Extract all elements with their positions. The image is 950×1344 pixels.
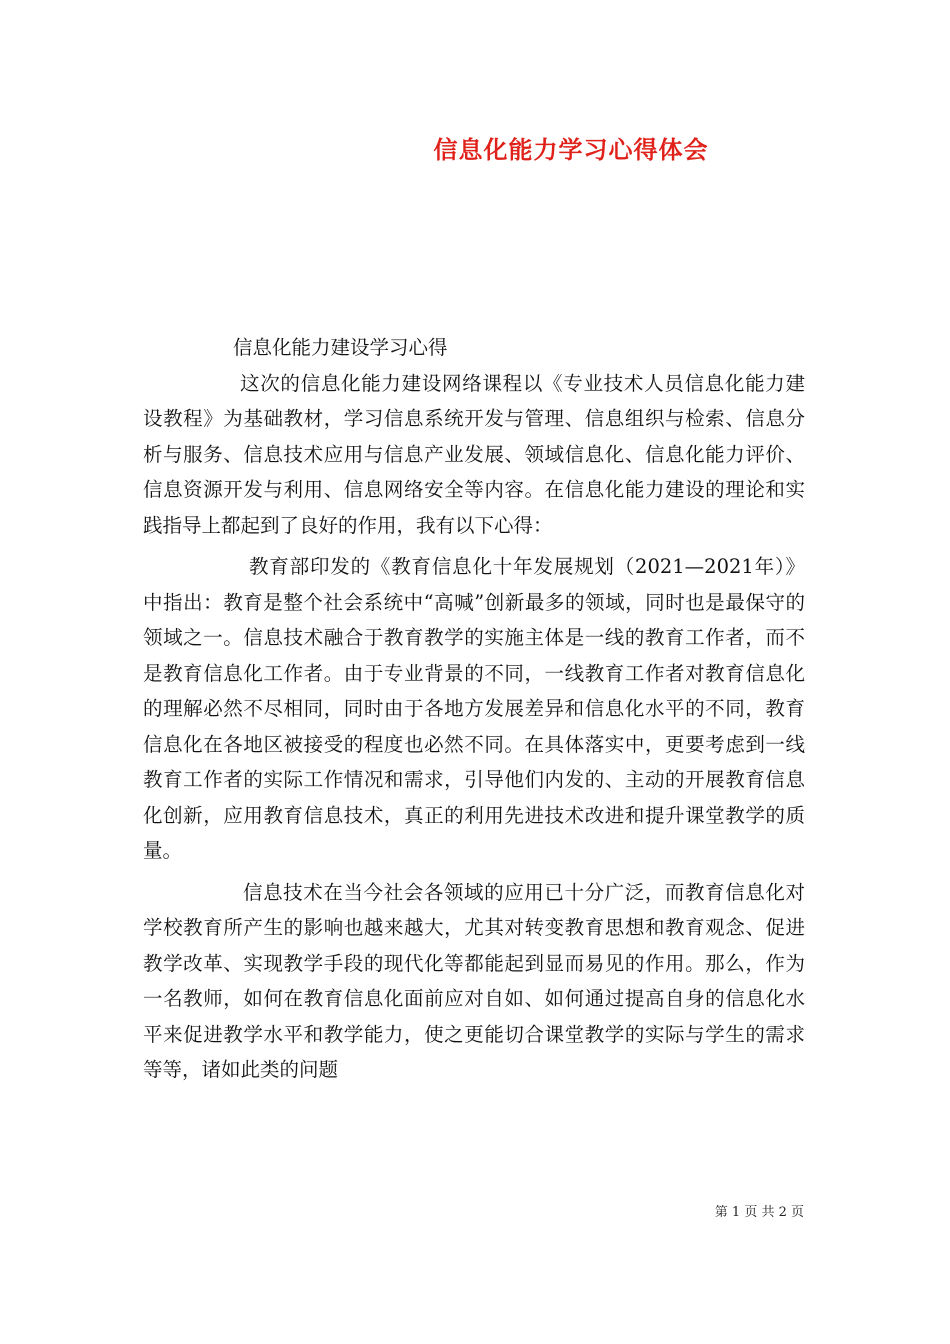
- document-title: 信息化能力学习心得体会: [433, 135, 709, 164]
- sub-heading: 信息化能力建设学习心得: [233, 336, 448, 359]
- page-number: 第 1 页 共 2 页: [714, 1205, 804, 1220]
- document-body: [143, 330, 805, 1088]
- paragraph-2: 教育部印发的《教育信息化十年发展规划（2021—2021年）》中指出：教育是整个社会系统中“高喊”创新最多的领域，同时也是最保守的领域之一。信息技术融合于教育教学的实施主体是一线的教育工作者，而不是教育信息化工作者。由于专业背景的不同，一线教育工作者对教育信息化的理解必然不尽相同，同时由于各地方发展差异和信息化水平的不同，教育信息化在各地区被接受的程度也必然不同。在具体落实中，更要考虑到一线教育工作者的实际工作情况和需求，引导他们内发的、主动的开展教育信息化创新，应用教育信息技术，真正的利用先进技术改进和提升课堂教学的质量。: [143, 555, 805, 862]
- paragraph-1: 这次的信息化能力建设网络课程以《专业技术人员信息化能力建设教程》为基础教材，学习信息系统开发与管理、信息组织与检索、信息分析与服务、信息技术应用与信息产业发展、领域信息化、信息化能力评价、信息资源开发与利用、信息网络安全等内容。在信息化能力建设的理论和实践指导上都起到了良好的作用，我有以下心得：: [143, 371, 805, 537]
- paragraph-3: 信息技术在当今社会各领域的应用已十分广泛，而教育信息化对学校教育所产生的影响也越来越大，尤其对转变教育思想和教育观念、促进教学改革、实现教学手段的现代化等都能起到显而易见的作用。那么，作为一名教师，如何在教育信息化面前应对自如、如何通过提高自身的信息化水平来促进教学水平和教学能力，使之更能切合课堂教学的实际与学生的需求等等，诸如此类的问题: [143, 880, 805, 1081]
